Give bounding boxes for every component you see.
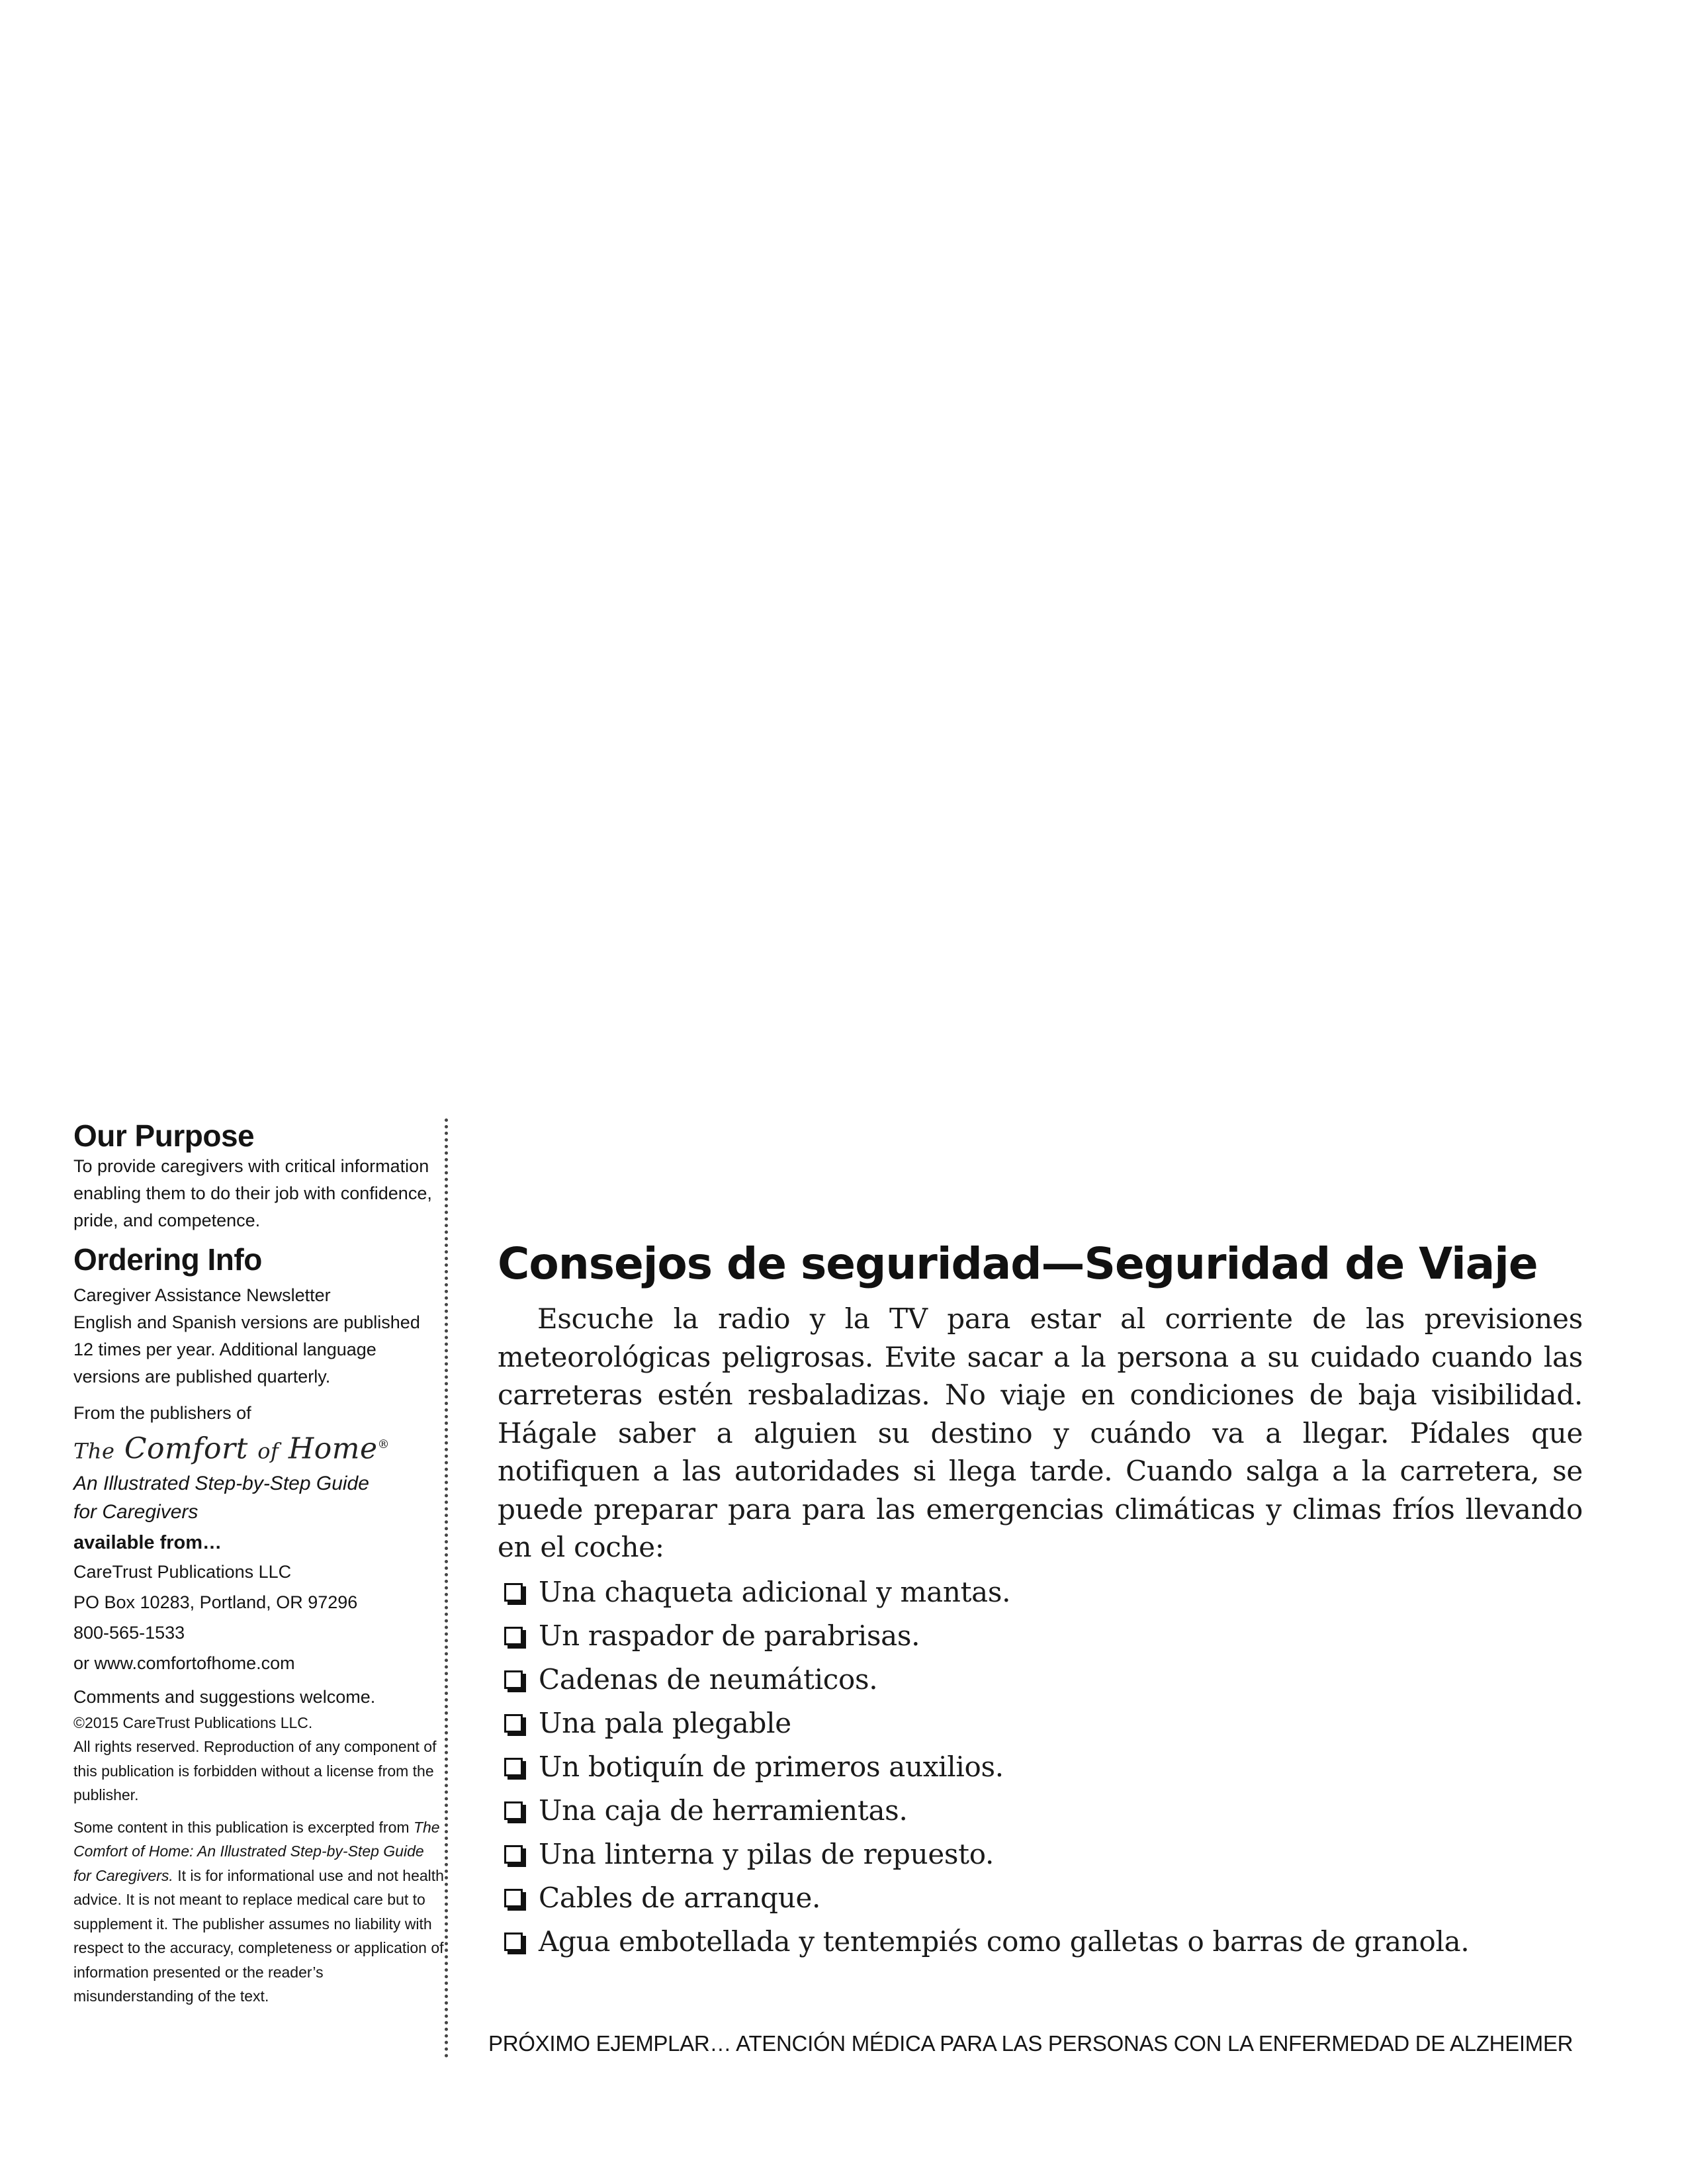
rights-reserved: All rights reserved. Reproduction of any component of this publication is forbidden without a license from the publisher. (73, 1738, 437, 1804)
article (498, 1238, 1583, 1964)
article-body: Escuche la radio y la TV para estar al corriente de las previsiones meteorológicas peligrosas. Evite sacar a la persona a su cuidado cuando las carreteras estén resbaladizas. No viaje en condiciones de baja visibilidad. Hágale saber a alguien su destino y cuándo va a llegar. Pídales que notifiquen a las autoridades si llega tarde. Cuando salga a la carretera, se puede preparar para para las emergencias climáticas y climas fríos llevando en el coche: (498, 1302, 1583, 1563)
available-from: available from… (73, 1531, 222, 1553)
purpose-heading: Our Purpose (73, 1118, 255, 1153)
checkbox-icon (504, 1627, 523, 1645)
checkbox-icon (504, 1758, 523, 1776)
mailing-address: PO Box 10283, Portland, OR 97296 (73, 1592, 358, 1612)
purpose-text: To provide caregivers with critical information enabling them to do their job with confidence, pride, and competence. (73, 1156, 432, 1230)
checkbox-icon (504, 1933, 523, 1951)
versions-text: English and Spanish versions are published 12 times per year. Additional language versions are published quarterly. (73, 1312, 420, 1387)
supply-checklist (498, 1570, 1583, 1964)
publishers-intro: From the publishers of (73, 1403, 251, 1423)
checklist-item: Agua embotellada y tentempiés como galletas o barras de granola. (504, 1920, 1583, 1964)
disclaimer: Some content in this publication is excerpted from The Comfort of Home: An Illustrated Step-by-Step Guide for Caregivers. It is for informational use and not health advice. It is not meant to replace medical care but to supplement it. The publisher assumes no liability with respect to the accuracy, completeness or application of information presented or the reader’s misunderstanding of the text. (73, 1818, 444, 2005)
sidebar (73, 1118, 444, 2009)
guide-subtitle-2: for Caregivers (73, 1500, 199, 1523)
checklist-item: Una pala plegable (504, 1702, 1583, 1745)
comfort-of-home-logo: The Comfort of Home® (73, 1432, 390, 1466)
guide-subtitle-1: An Illustrated Step-by-Step Guide (73, 1472, 369, 1494)
checklist-item: Una linterna y pilas de repuesto. (504, 1833, 1583, 1876)
website-link[interactable]: or www.comfortofhome.com (73, 1653, 295, 1673)
checklist-item: Un raspador de parabrisas. (504, 1614, 1583, 1658)
comments-note: Comments and suggestions welcome. (73, 1686, 376, 1707)
checklist-item: Una chaqueta adicional y mantas. (504, 1570, 1583, 1614)
copyright: ©2015 CareTrust Publications LLC. (73, 1713, 313, 1731)
checklist-item: Una caja de herramientas. (504, 1789, 1583, 1833)
next-issue-banner: PRÓXIMO EJEMPLAR… ATENCIÓN MÉDICA PARA LAS PERSONAS CON LA ENFERMEDAD DE ALZHEIMER (488, 2031, 1573, 2056)
book-title: The Comfort of Home: An Illustrated Step-by-Step Guide for Caregivers. (73, 1818, 440, 1884)
checkbox-icon (504, 1889, 523, 1907)
checkbox-icon (504, 1670, 523, 1689)
checkbox-icon (504, 1714, 523, 1733)
checklist-item: Cadenas de neumáticos. (504, 1658, 1583, 1702)
ordering-heading: Ordering Info (73, 1242, 262, 1277)
article-title: Consejos de seguridad—Seguridad de Viaje (498, 1238, 1538, 1289)
checklist-item: Un botiquín de primeros auxilios. (504, 1745, 1583, 1789)
checkbox-icon (504, 1801, 523, 1820)
dotted-divider (445, 1118, 448, 2058)
company-name: CareTrust Publications LLC (73, 1561, 292, 1582)
checkbox-icon (504, 1583, 523, 1602)
newsletter-name: Caregiver Assistance Newsletter (73, 1285, 331, 1305)
phone-number: 800-565-1533 (73, 1622, 185, 1643)
checkbox-icon (504, 1845, 523, 1864)
checklist-item: Cables de arranque. (504, 1876, 1583, 1920)
